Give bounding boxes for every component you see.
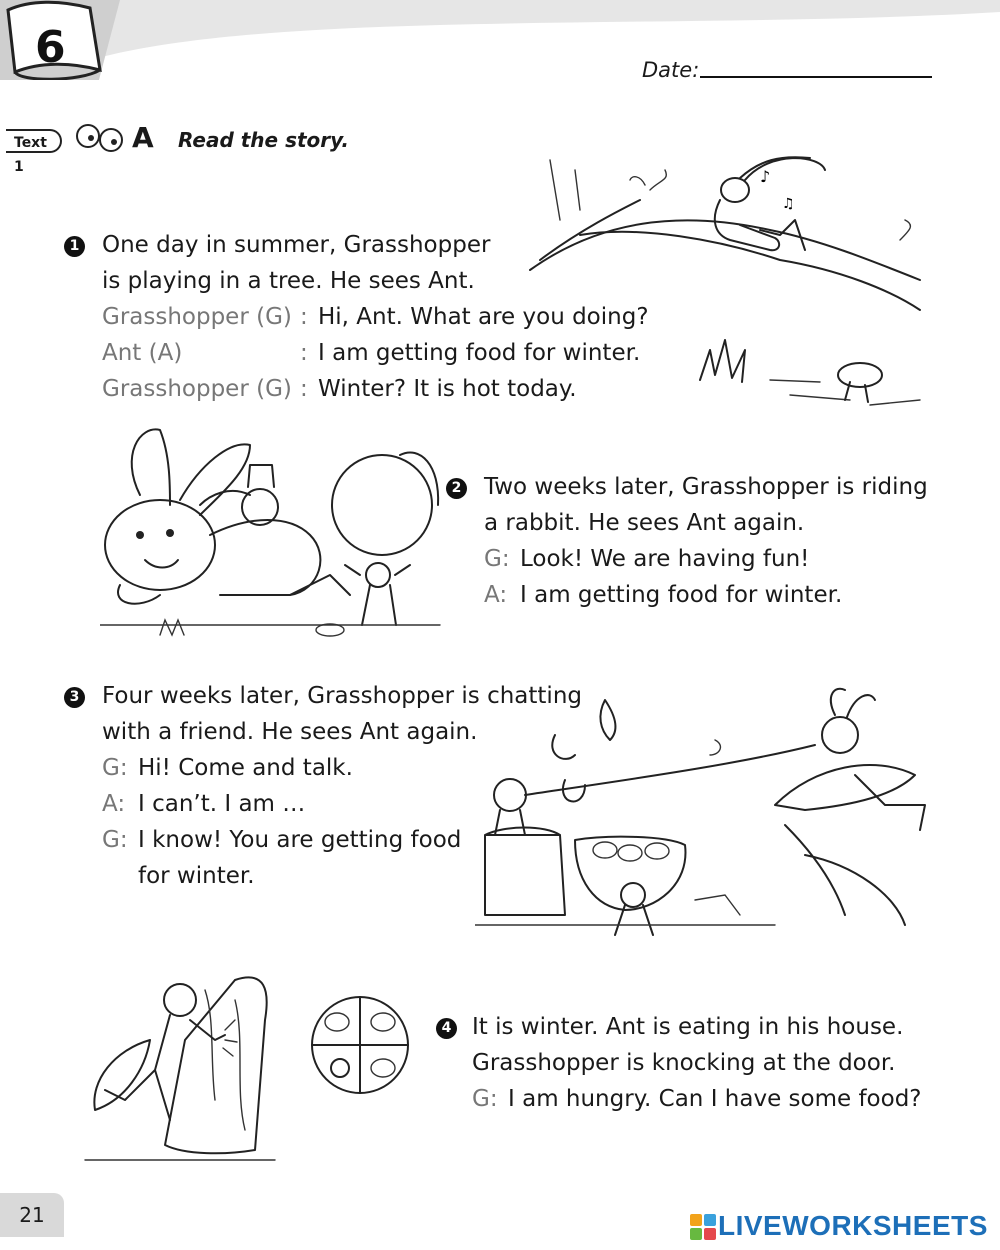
story-3-line-1: Hi! Come and talk. [138,755,353,781]
svg-text:♪: ♪ [760,167,771,186]
story-3-line-3b: for winter. [138,863,255,889]
story-2-narration-1: Two weeks later, Grasshopper is riding [484,474,928,500]
liveworksheets-brand[interactable]: LIVEWORKSHEETS [718,1210,988,1241]
illustration-grasshopper-chatting [475,685,945,945]
story-1-narration-1: One day in summer, Grasshopper [102,232,491,258]
story-3-narration-1: Four weeks later, Grasshopper is chatting [102,683,582,709]
section-letter: A [132,121,154,154]
story-4-line-1: I am hungry. Can I have some food? [508,1086,922,1112]
story-1-line-1: Hi, Ant. What are you doing? [318,304,649,330]
story-1-sep-1: : [300,304,308,330]
story-3-speaker-1: G: [102,755,128,781]
story-3-line-2: I can’t. I am … [138,791,306,817]
story-1-line-2: I am getting food for winter. [318,340,641,366]
story-1-narration-2: is playing in a tree. He sees Ant. [102,268,475,294]
liveworksheets-logo-icon [690,1214,716,1240]
illustration-grasshopper-in-tree [520,150,940,420]
story-3-narration-2: with a friend. He sees Ant again. [102,719,478,745]
instruction: Read the story. [178,128,349,152]
audio-eyes-icon [74,120,128,156]
date-label: Date: [642,58,700,82]
story-number-1: 1 [64,236,85,257]
story-1-speaker-3: Grasshopper (G) [102,376,292,402]
story-2-speaker-1: G: [484,546,510,572]
story-3-line-3: I know! You are getting food [138,827,462,853]
story-1-speaker-2: Ant (A) [102,340,183,366]
story-1-sep-3: : [300,376,308,402]
story-2-line-2: I am getting food for winter. [520,582,843,608]
story-4-narration-1: It is winter. Ant is eating in his house. [472,1014,904,1040]
story-number-3: 3 [64,687,85,708]
story-number-2: 2 [446,478,467,499]
illustration-winter-knocking [75,960,425,1170]
story-2-line-1: Look! We are having fun! [520,546,810,572]
story-4-narration-2: Grasshopper is knocking at the door. [472,1050,896,1076]
story-2-narration-2: a rabbit. He sees Ant again. [484,510,805,536]
story-number-4: 4 [436,1018,457,1039]
story-1-speaker-1: Grasshopper (G) [102,304,292,330]
unit-number: 6 [35,22,66,73]
story-3-speaker-2: A: [102,791,126,817]
header-banner [0,0,1000,80]
story-2-speaker-2: A: [484,582,508,608]
story-3-speaker-3: G: [102,827,128,853]
story-1-line-3: Winter? It is hot today. [318,376,577,402]
date-input-line[interactable] [700,76,932,78]
text-tag: Text 1 [6,129,62,153]
svg-text:♫: ♫ [782,196,795,212]
illustration-rabbit-and-ant [100,425,460,650]
page-number: 21 [0,1193,64,1237]
story-4-speaker-1: G: [472,1086,498,1112]
story-1-sep-2: : [300,340,308,366]
